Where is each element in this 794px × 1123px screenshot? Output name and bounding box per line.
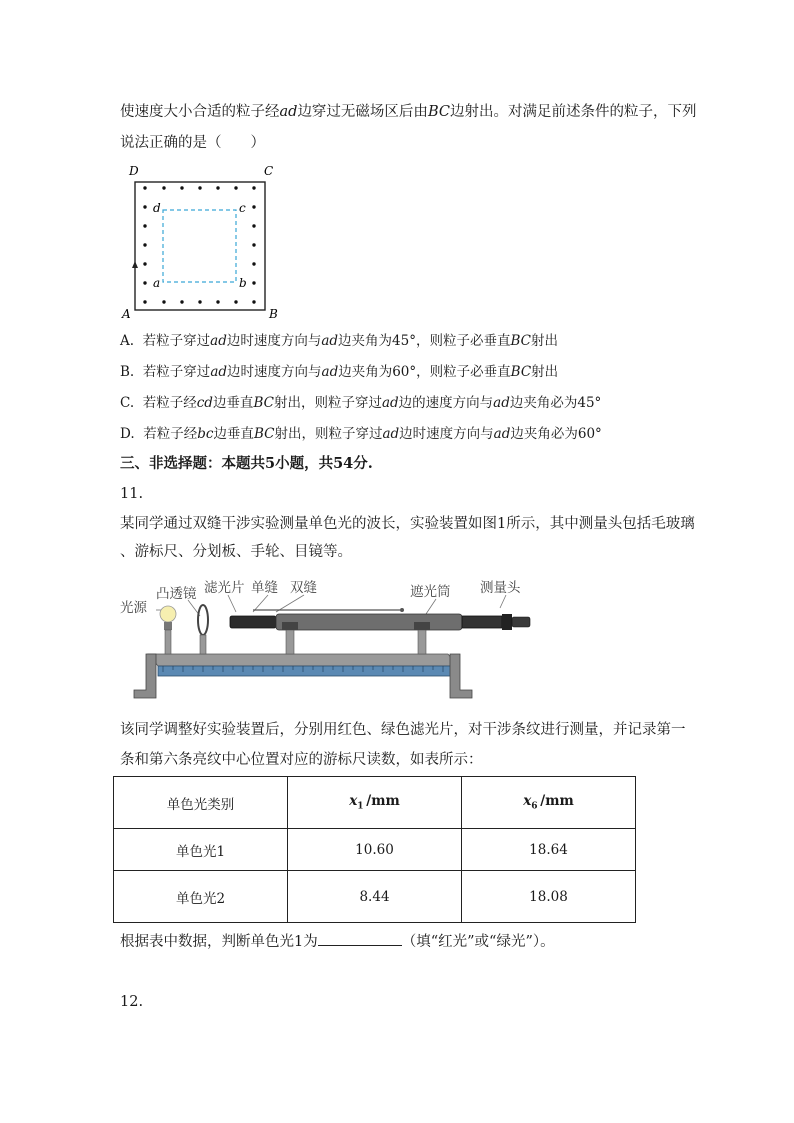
label-measuring-head: 测量头 bbox=[480, 580, 521, 595]
row-label: 单色光1 bbox=[114, 829, 288, 871]
field-dot bbox=[234, 186, 237, 189]
q10-stem-line1: 使速度大小合适的粒子经ad边穿过无磁场区后由BC边射出。对满足前述条件的粒子，下列 bbox=[120, 104, 697, 120]
table-header-row bbox=[114, 777, 636, 829]
field-dot bbox=[143, 224, 146, 227]
double-slit-apparatus-figure bbox=[118, 574, 538, 708]
label-double-slit: 双缝 bbox=[290, 580, 317, 595]
option-D: D. 若粒子经bc边垂直BC射出，则粒子穿过ad边时速度方向与ad边夹角必为60° bbox=[120, 426, 602, 442]
field-dot bbox=[162, 300, 165, 303]
label-A: A bbox=[122, 307, 131, 321]
field-dot bbox=[198, 300, 201, 303]
field-dot bbox=[143, 262, 146, 265]
label-a: a bbox=[153, 276, 161, 290]
q12-number: 12. bbox=[120, 994, 144, 1010]
bulb-icon bbox=[160, 606, 176, 622]
label-filter: 滤光片 bbox=[204, 580, 245, 595]
field-dot bbox=[143, 186, 146, 189]
q11-number: 11. bbox=[120, 486, 144, 502]
option-B: B. 若粒子穿过ad边时速度方向与ad边夹角为60°，则粒子必垂直BC射出 bbox=[120, 364, 559, 380]
label-light-tube: 遮光筒 bbox=[410, 584, 451, 599]
label-convex-lens: 凸透镜 bbox=[156, 586, 197, 601]
table-row bbox=[114, 829, 636, 871]
section-heading: 三、非选择题：本题共5小题，共54分. bbox=[120, 455, 373, 472]
field-dot bbox=[234, 300, 237, 303]
field-dot bbox=[252, 243, 255, 246]
label-d: d bbox=[153, 201, 161, 215]
label-b: b bbox=[239, 276, 247, 290]
field-dot bbox=[162, 186, 165, 189]
label-B: B bbox=[269, 307, 278, 321]
label-light-source: 光源 bbox=[120, 600, 147, 615]
field-dot bbox=[252, 205, 255, 208]
header-x1: $x_1$ /mm bbox=[288, 777, 462, 829]
row-label: 单色光2 bbox=[114, 871, 288, 923]
field-dot bbox=[180, 186, 183, 189]
field-dot bbox=[198, 186, 201, 189]
row-x6: 18.64 bbox=[462, 829, 636, 871]
field-dot bbox=[216, 186, 219, 189]
field-dot bbox=[252, 262, 255, 265]
data-table bbox=[113, 776, 636, 923]
entry-arrow bbox=[132, 261, 138, 268]
field-dot bbox=[180, 300, 183, 303]
inner-square-no-field bbox=[163, 210, 236, 282]
option-A: A. 若粒子穿过ad边时速度方向与ad边夹角为45°，则粒子必垂直BC射出 bbox=[120, 333, 558, 349]
field-dot bbox=[143, 281, 146, 284]
field-dot bbox=[143, 243, 146, 246]
table-row bbox=[114, 871, 636, 923]
row-x1: 10.60 bbox=[288, 829, 462, 871]
field-dot bbox=[252, 300, 255, 303]
answer-blank[interactable] bbox=[318, 931, 402, 946]
label-c: c bbox=[239, 201, 246, 215]
q11-intro-line1: 某同学通过双缝干涉实验测量单色光的波长，实验装置如图1所示，其中测量头包括毛玻璃 bbox=[120, 516, 695, 532]
q11-fill-in: 根据表中数据，判断单色光1为 （填“红光”或“绿光”）。 bbox=[120, 931, 555, 952]
label-D: D bbox=[129, 164, 139, 178]
field-dot bbox=[143, 300, 146, 303]
field-dot bbox=[252, 224, 255, 227]
magnetic-field-figure bbox=[118, 160, 288, 322]
header-x6: $x_6$ /mm bbox=[462, 777, 636, 829]
label-C: C bbox=[264, 164, 274, 178]
option-C: C. 若粒子经cd边垂直BC射出，则粒子穿过ad边的速度方向与ad边夹角必为45° bbox=[120, 395, 602, 411]
q10-stem-line2: 说法正确的是（ ） bbox=[120, 135, 265, 151]
row-x1: 8.44 bbox=[288, 871, 462, 923]
label-single-slit: 单缝 bbox=[251, 580, 278, 595]
q11-after-line1: 该同学调整好实验装置后，分别用红色、绿色滤光片，对干涉条纹进行测量，并记录第一 bbox=[120, 722, 686, 738]
q11-after-line2: 条和第六条亮纹中心位置对应的游标尺读数，如表所示： bbox=[120, 752, 483, 768]
field-dot bbox=[216, 300, 219, 303]
lens-icon bbox=[198, 605, 208, 635]
field-dot bbox=[252, 281, 255, 284]
q11-intro-line2: 、游标尺、分划板、手轮、目镜等。 bbox=[120, 544, 352, 560]
header-category: 单色光类别 bbox=[114, 777, 288, 829]
row-x6: 18.08 bbox=[462, 871, 636, 923]
field-dot bbox=[143, 205, 146, 208]
field-dot bbox=[252, 186, 255, 189]
